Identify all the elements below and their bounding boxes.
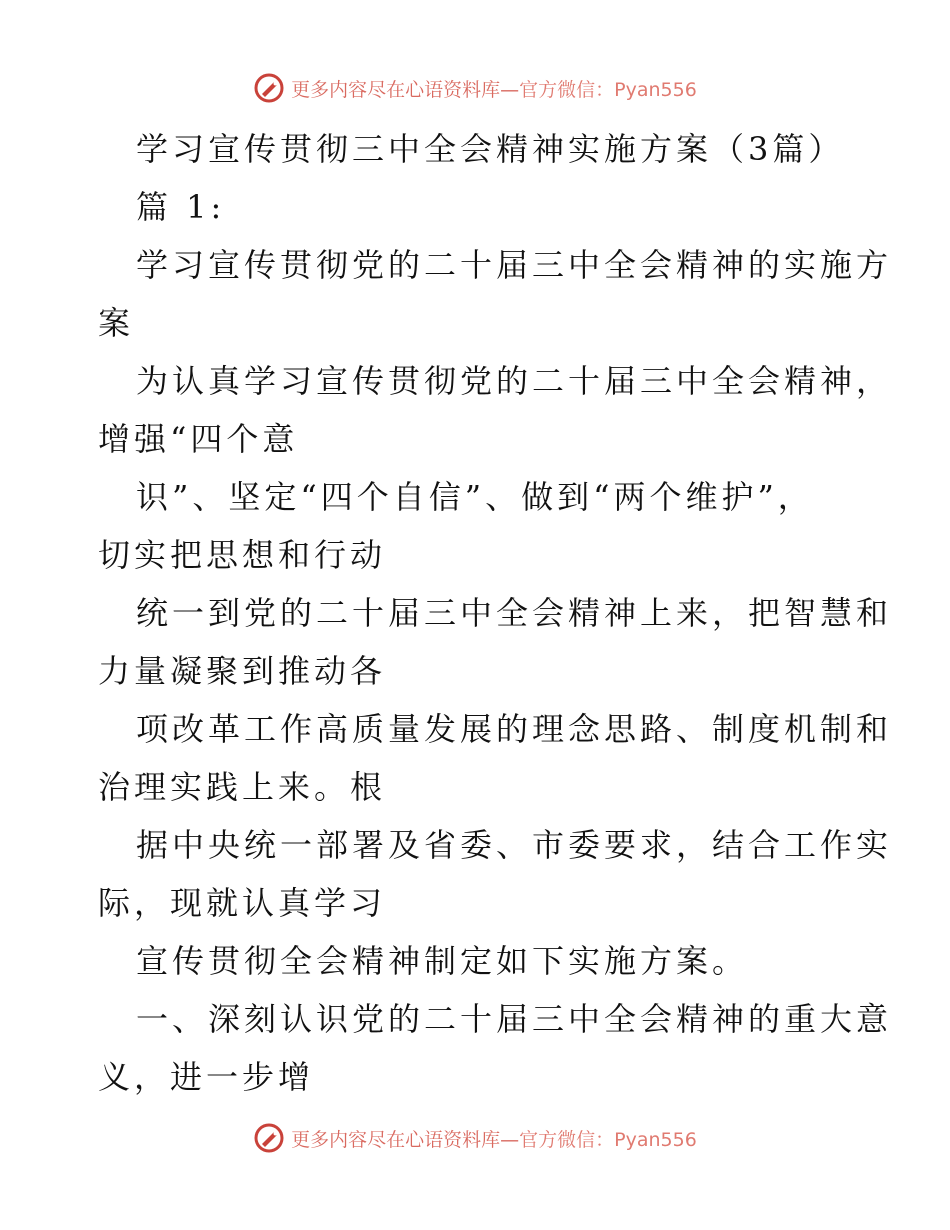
body-line: 切实把思想和行动: [98, 536, 387, 574]
pen-seal-icon: [253, 1122, 285, 1154]
body-line: 识”、坚定“四个自信”、做到“两个维护”，: [136, 478, 814, 516]
header-banner-text: [291, 75, 697, 102]
body-line: 案: [98, 304, 135, 342]
body-line: 义，进一步增: [98, 1058, 315, 1096]
footer-banner-text: [291, 1125, 697, 1152]
body-line: 统一到党的二十届三中全会精神上来，把智慧和: [136, 594, 893, 632]
section-label: 篇 1:: [136, 188, 226, 226]
document-body: [98, 120, 893, 1106]
body-line: 项改革工作高质量发展的理念思路、制度机制和: [136, 710, 893, 748]
footer-banner-site: 更多内容尽在心语资料库—: [291, 1128, 520, 1151]
body-line: 学习宣传贯彻党的二十届三中全会精神的实施方: [136, 246, 893, 284]
body-line: 据中央统一部署及省委、市委要求，结合工作实: [136, 826, 893, 864]
body-line: 增强“四个意: [98, 420, 299, 458]
body-line: 为认真学习宣传贯彻党的二十届三中全会精神，: [136, 362, 893, 400]
header-banner-wechat: 官方微信：Pyan556: [519, 78, 697, 101]
body-line: 力量凝聚到推动各: [98, 652, 387, 690]
footer-watermark-banner: [0, 1122, 950, 1154]
header-watermark-banner: [0, 72, 950, 104]
body-line: 际，现就认真学习: [98, 884, 387, 922]
body-line: 治理实践上来。根: [98, 768, 387, 806]
header-banner-site: 更多内容尽在心语资料库—: [291, 78, 520, 101]
section-heading: 一、深刻认识党的二十届三中全会精神的重大意: [136, 1000, 893, 1038]
pen-seal-icon: [253, 72, 285, 104]
document-title: 学习宣传贯彻三中全会精神实施方案（3篇）: [136, 130, 845, 168]
body-line: 宣传贯彻全会精神制定如下实施方案。: [136, 942, 749, 980]
footer-banner-wechat: 官方微信：Pyan556: [519, 1128, 697, 1151]
